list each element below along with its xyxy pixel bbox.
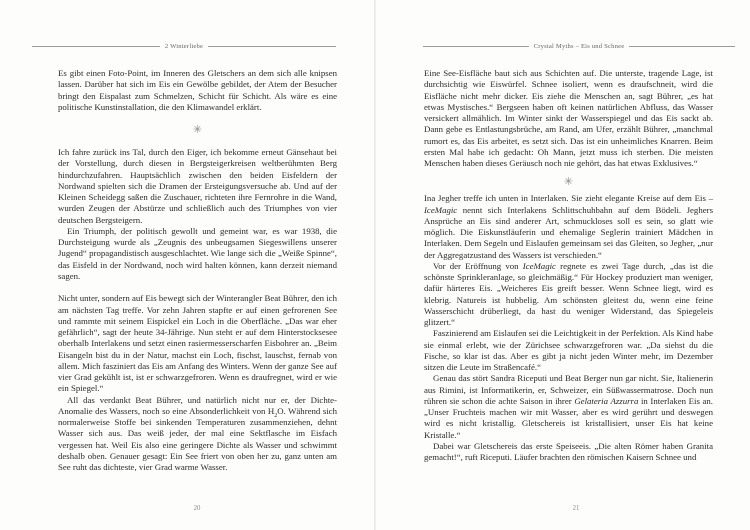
paragraph — [58, 395, 337, 474]
left-running-header — [32, 41, 336, 51]
header-rule-right — [629, 46, 735, 47]
asterism-divider: ✳ — [192, 123, 203, 137]
left-running-head: 2 Winterliebe — [164, 42, 204, 50]
header-rule-left — [32, 46, 160, 47]
right-page — [375, 0, 750, 530]
paragraph: Nicht unter, sondern auf Eis bewegt sich der Winterangler Beat Bührer, den ich am nächsten Tag treffe. Vor zehn Jahren stapfte er auf einen gefrorenen See und rammte mit seinem Eispickel ein Loch in die Oberfläche. „Das war eher gefährlich“, sagt der heute 34-Jährige. Nun steht er auf dem Hinterstocksesee oberhalb Interlakens und setzt einen rasiermesserscharfen Eisbohrer an. „Beim Eisangeln bist du in der Natur, machst ein Loch, fischst, lauschst, fernab von allem. Mich fasziniert das Eis am Anfang des Winters. Wenn der ganze See auf vier Grad gekühlt ist, ist er schwarzgefroren. Wenn es draufregnet, wird er wie ein Spiegel.“ — [58, 293, 337, 394]
paragraph — [424, 261, 713, 329]
asterism-divider: ✳ — [563, 174, 574, 188]
text-run: Ina Jegher treffe ich unten in Interlaken. Sie zieht elegante Kreise auf dem Eis – — [424, 193, 713, 204]
text-run: regnete es zwei Tage durch, „das ist die schönste Sprinkleranlage, so gleichmäßig.“ Für Hockey produziert man weniger, dafür härteres Eis. „Weicheres Eis greift besser. Wenn Schnee liegt, wird es klebrig. Natureis ist hubbelig. Am schönsten gleitest du, wenn eine feine Wasserschicht drüberliegt, da hast du weniger Widerstand, das Spiegeleis glitzert.“ — [424, 260, 713, 327]
text-run: All das verdankt Beat Bührer, und natürlich nicht nur er, der Dichte-Anomalie des Wassers, noch so eine Absonderlichkeit von H — [58, 394, 337, 416]
paragraph — [424, 373, 713, 441]
italic-run: IceMagic — [424, 204, 458, 215]
subscript: 2 — [274, 412, 278, 419]
text-run: nennt sich Interlakens Schlittschuhbahn auf dem Bödeli. Jeghers Ansprüche an Eis sind anderer Art, schmuckloses soll es sein, so glatt wie möglich. Die Eiskunstläuferin und ehemalige Seglerin trainiert Mädchen in Interlaken. Dem Segeln und Eislaufen gemeinsam sei das Gleiten, so Jegher, „nur der Aggregatzustand des Wassers ist verschieden.“ — [424, 204, 713, 260]
paragraph: Ich fahre zurück ins Tal, durch den Eiger, ich bekomme erneut Gänsehaut bei der Vorstellung, durch diesen in Bergsteigerkreisen weltberühmten Berg hindurchzufahren. Hauptsächlich zwischen den beiden Eisfeldern der Nordwand spielten sich die Dramen der Ersteigungsversuche ab. Und auf der Kleinen Scheidegg saßen die Zuschauer, richteten ihre Fernrohre in die Wand, wurden Zeugen der Abstürze und schließlich auch des Triumphes von vier deutschen Bergsteigern. — [58, 147, 337, 225]
paragraph — [424, 193, 713, 261]
text-run: O. Während sich normalerweise Stoffe bei sinkenden Temperaturen zusammenziehen, dehnt Wasser sich aus. Das weiß jeder, der mal eine Sektflasche im Eisfach vergessen hat. Weil Eis also eine geringere Dichte als Wasser und schwimmt deshalb oben. Genauer gesagt: Ein See friert von oben her zu, ganz unten am See ruht das dichteste, vier Grad warme Wasser. — [58, 405, 337, 472]
page-number-right: 21 — [572, 505, 580, 512]
text-run: Vor der Eröffnung von — [433, 260, 523, 271]
paragraph: Faszinierend am Eislaufen sei die Leichtigkeit in der Perfektion. Als Kind habe sie einmal erlebt, wie der Zürichsee schwarzgefroren war. „Da siehst du die Fische, so klar ist das. Aber es gibt ja nicht jeden Winter mehr, im Dezember sitzen die Leute im Straßencafé.“ — [424, 328, 713, 372]
paragraph: Eine See-Eisfläche baut sich aus Schichten auf. Die unterste, tragende Lage, ist durchsichtig wie Eiswürfel. Schnee isoliert, wenn es draufschneit, wird die Eisfläche nicht mehr dicker. Eis ziehe die Menschen an, sagt Bührer, „es hat etwas Mystisches.“ Bergseen haben oft keinen natürlichen Abfluss, das Wasser versickert allmählich. Im Winter sinkt der Wasserspiegel und das Eis sackt ab. Dann gebe es Entlastungsbrüche, am Rand, am Ufer, erzählt Bührer, „manchmal rumort es, das Eis arbeitet, es setzt sich. Das ist ein unheimliches Knarren. Beim ersten Mal habe ich gedacht: Oh Mann, jetzt muss ich sterben. Die meisten Menschen haben dieses Geräusch noch nie gehört, das hat etwas Exklusives.“ — [424, 68, 713, 168]
right-body-text — [424, 68, 713, 463]
blank-line — [58, 282, 337, 293]
left-body-text — [58, 68, 337, 473]
right-running-head: Crystal Myths – Eis und Schnee — [533, 42, 625, 50]
text-run: in Interlaken Eis an. „Unser Fruchteis machen wir mit Wasser, aber es wird gerührt und deswegen wird es nicht kristallig. Gletschereis ist kristallisiert, unser Eis hat keine Kristalle.“ — [424, 395, 714, 440]
italic-run: IceMagic — [522, 260, 556, 271]
page-number-left: 20 — [193, 505, 201, 512]
italic-run: Gelateria Azzurra — [574, 395, 639, 406]
header-rule-right — [208, 46, 336, 47]
header-rule-left — [423, 46, 529, 47]
paragraph: Dabei war Gletschereis das erste Speiseeis. „Die alten Römer haben Granita gemacht!“, ruft Riceputi. Läufer brachten den römischen Kaisern Schnee und — [424, 440, 713, 462]
right-running-header — [423, 41, 735, 51]
paragraph: Ein Triumph, der politisch gewollt und gemeint war, es war 1938, die Durchsteigung wurde als „Zeugnis des unbeugsamen Siegeswillens unserer Jugend“ propagandistisch ausgeschlachtet. Wie lange sich die „Weiße Spinne“, das Eisfeld in der Nordwand, noch wird halten können, kann derzeit niemand sagen. — [58, 225, 337, 281]
paragraph: Es gibt einen Foto-Point, im Inneren des Gletschers an dem sich alle knipsen lassen. Darüber hat sich im Eis ein Gewölbe gebildet, der Atem der Besucher bringt den Eispalast zum Schmelzen, Schicht für Schicht. Als wäre es eine politische Kunstinstallation, die den Klimawandel erklärt. — [58, 68, 337, 112]
text-run: Genau das stört Sandra Riceputi und Beat Berger nun gar nicht. Sie, Italienerin aus Rimini, ist Informatikerin, er, Schweizer, ein Süßwassermatrose. Doch nun rühren sie schon die achte Saison in ihrer — [424, 373, 713, 406]
